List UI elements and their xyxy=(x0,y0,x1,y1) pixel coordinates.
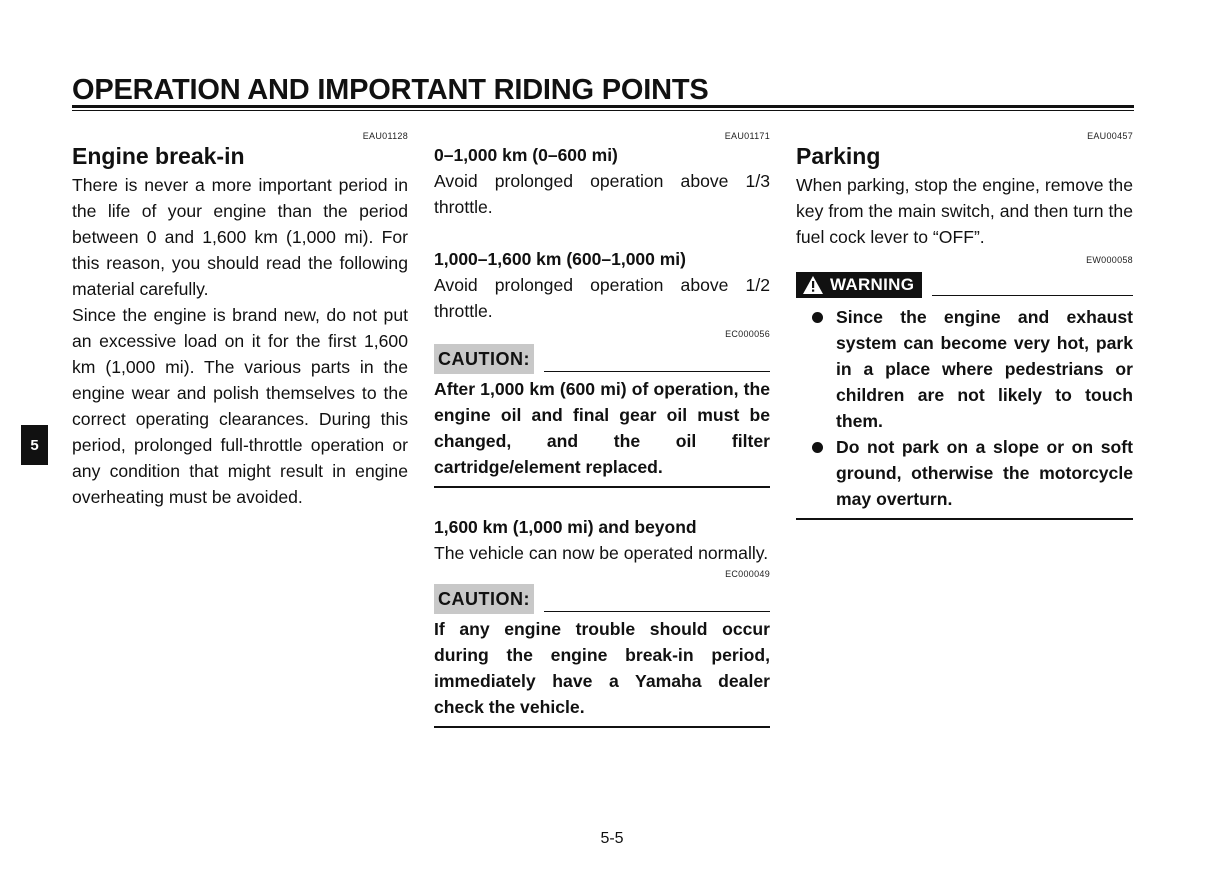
paragraph: There is never a more important period in the life of your engine than the period between 0 and 1,600 km (1,000 mi). For this reason, you should read the following material carefully. xyxy=(72,175,408,299)
reference-code: EC000056 xyxy=(725,329,770,339)
column-engine-break-in xyxy=(72,130,408,510)
title-rule-thin xyxy=(72,110,1134,111)
stage-text: Avoid prolonged operation above 1/2 throttle. xyxy=(434,275,770,321)
caution-rule xyxy=(544,371,770,372)
stage-heading: 1,600 km (1,000 mi) and beyond xyxy=(434,517,697,537)
warning-label xyxy=(796,272,922,298)
warning-triangle-icon xyxy=(802,275,824,295)
column-parking xyxy=(796,130,1133,520)
section-heading: Parking xyxy=(796,143,881,169)
warning-bullet-text: Since the engine and exhaust system can become very hot, park in a place where pedestrians or children are not likely to touch them. xyxy=(836,307,1133,431)
column-break-in-stages xyxy=(434,130,770,728)
caution-label: CAUTION: xyxy=(434,344,534,374)
reference-code: EW000058 xyxy=(1086,255,1133,265)
page-number: 5-5 xyxy=(600,830,624,847)
warning-bullet-text: Do not park on a slope or on soft ground, otherwise the motorcycle may overturn. xyxy=(836,437,1133,509)
paragraph: Since the engine is brand new, do not put an excessive load on it for the first 1,600 km (1,000 mi). The various parts in the engine wear and polish themselves to the correct operating clearances. During this period, prolonged full-throttle operation or any condition that might result in engine overheating must be avoided. xyxy=(72,305,408,507)
section-tab: 5 xyxy=(21,425,48,465)
caution-text: After 1,000 km (600 mi) of operation, the engine oil and final gear oil must be changed, and the oil filter cartridge/element replaced. xyxy=(434,379,770,477)
stage-heading: 0–1,000 km (0–600 mi) xyxy=(434,145,618,165)
stage-text: The vehicle can now be operated normally. xyxy=(434,543,769,563)
reference-code: EAU00457 xyxy=(1087,131,1133,141)
stage-text: Avoid prolonged operation above 1/3 throttle. xyxy=(434,171,770,217)
reference-code: EC000049 xyxy=(725,569,770,579)
title-rule xyxy=(72,105,1134,108)
caution-label: CAUTION: xyxy=(434,584,534,614)
caution-end-rule xyxy=(434,726,770,728)
paragraph: When parking, stop the engine, remove the key from the main switch, and then turn the fuel cock lever to “OFF”. xyxy=(796,175,1133,247)
stage-heading: 1,000–1,600 km (600–1,000 mi) xyxy=(434,249,686,269)
caution-rule xyxy=(544,611,770,612)
warning-rule xyxy=(932,295,1133,296)
bullet-dot-icon xyxy=(796,434,836,512)
warning-bullet xyxy=(796,434,1133,512)
reference-code: EAU01171 xyxy=(724,131,770,141)
section-heading: Engine break-in xyxy=(72,143,245,169)
page-title: OPERATION AND IMPORTANT RIDING POINTS xyxy=(72,74,709,106)
caution-header xyxy=(434,344,770,374)
warning-label-text: WARNING xyxy=(830,275,915,294)
caution-text: If any engine trouble should occur during the engine break-in period, immediately have a Yamaha dealer check the vehicle. xyxy=(434,619,770,717)
bullet-dot-icon xyxy=(796,304,836,434)
caution-header xyxy=(434,584,770,614)
warning-header xyxy=(796,272,1133,298)
reference-code: EAU01128 xyxy=(362,131,408,141)
warning-end-rule xyxy=(796,518,1133,520)
warning-bullet xyxy=(796,304,1133,434)
